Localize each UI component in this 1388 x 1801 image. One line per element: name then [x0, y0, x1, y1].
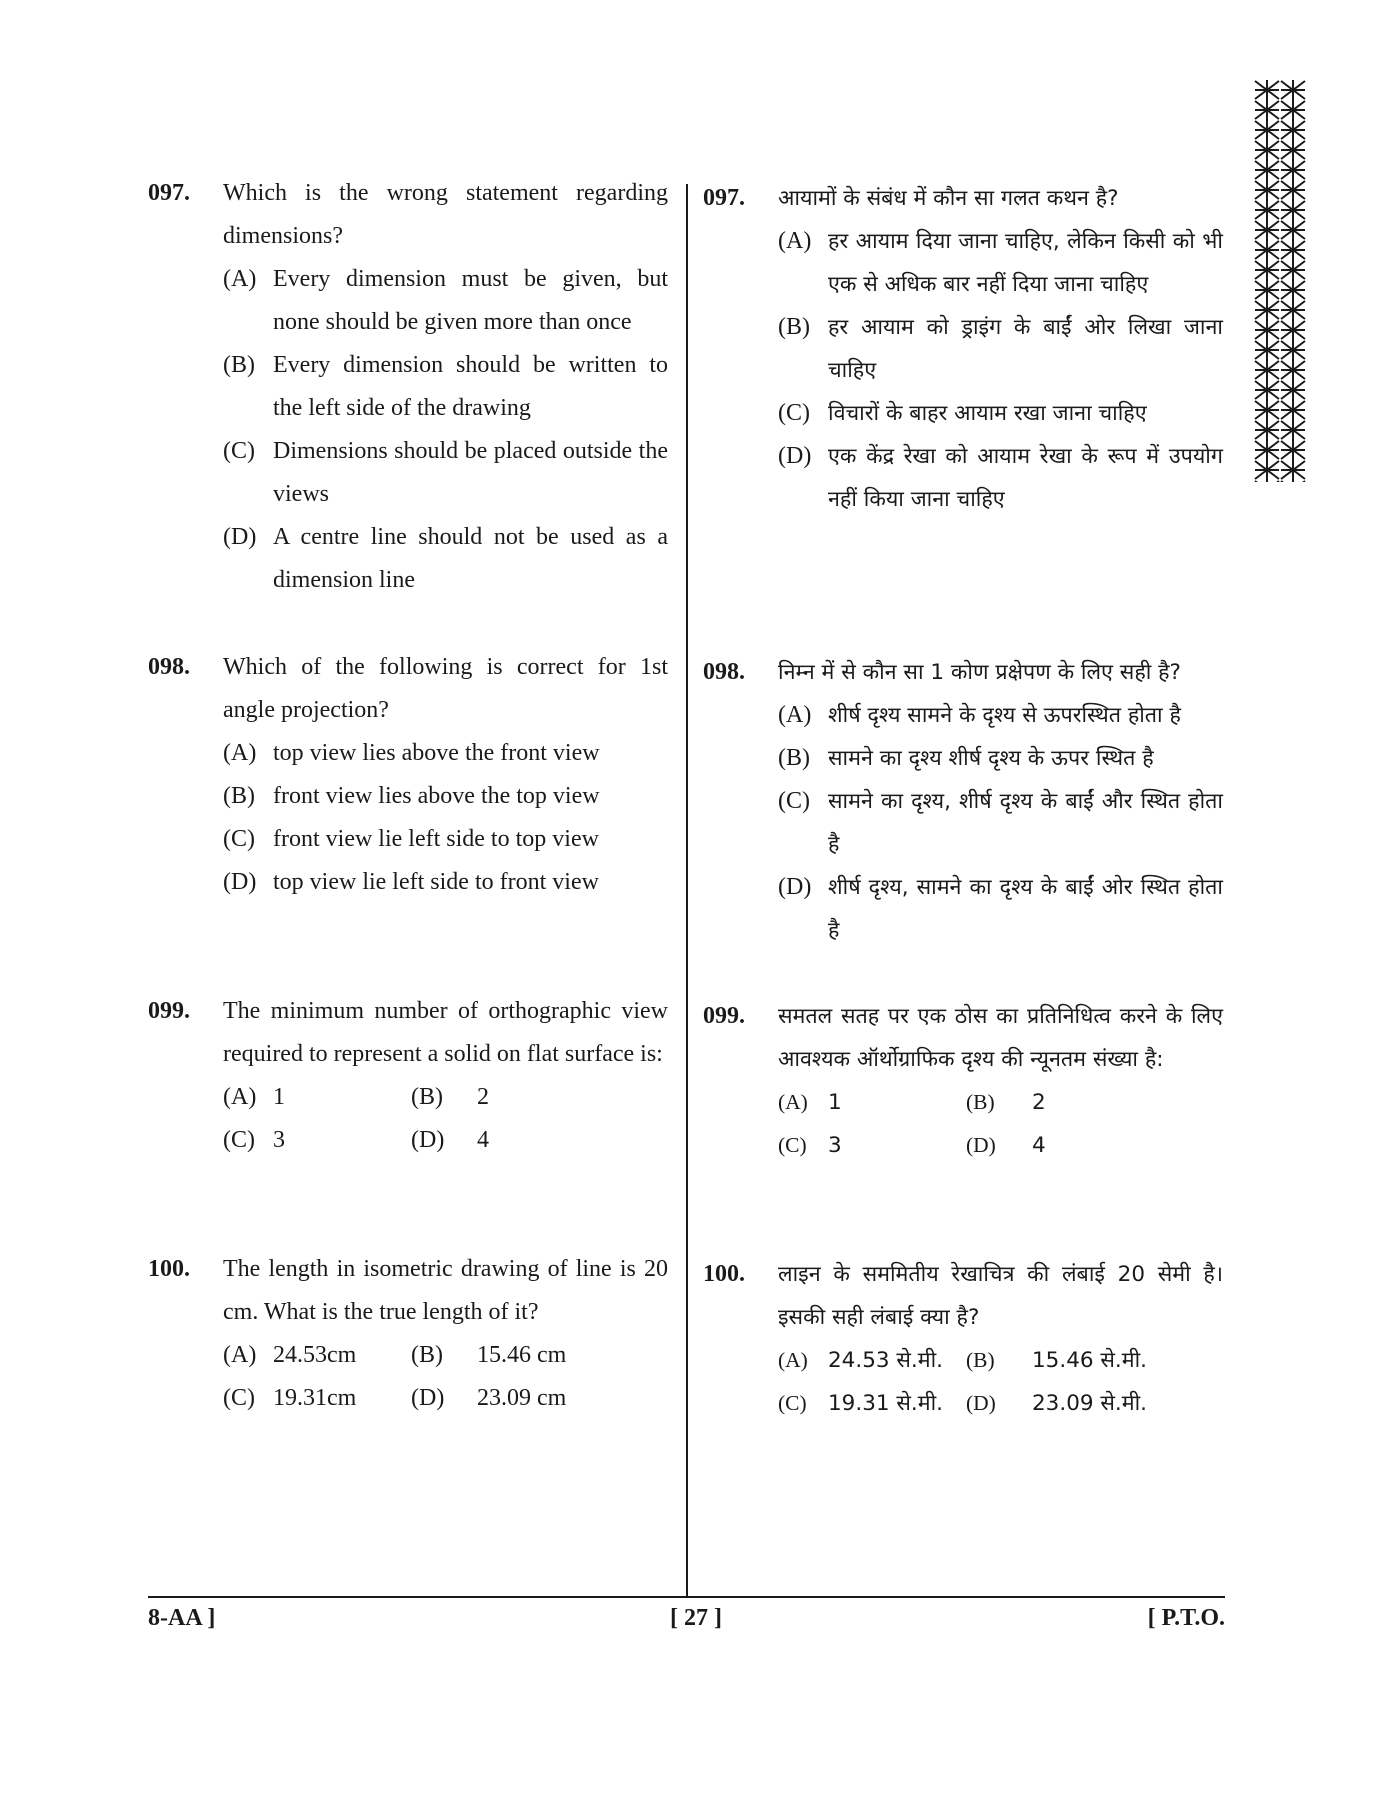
footer-pto: [ P.T.O. — [1147, 1605, 1225, 1631]
option-a — [778, 694, 1223, 737]
option-b — [778, 737, 1223, 780]
option-label: (A) — [778, 702, 812, 728]
option-a — [223, 732, 668, 775]
option-text: 1 — [828, 1090, 842, 1115]
question-098-en — [148, 646, 668, 904]
option-text: सामने का दृश्य शीर्ष दृश्य के ऊपर स्थित है — [828, 746, 1154, 771]
question-text: निम्न में से कौन सा 1 कोण प्रक्षेपण के लिए सही है? — [778, 660, 1181, 685]
option-label: (D) — [223, 524, 257, 550]
option-d — [223, 861, 668, 904]
option-text: एक केंद्र रेखा को आयाम रेखा के रूप में उपयोग नहीं किया जाना चाहिए — [828, 444, 1223, 512]
question-number: 097. — [703, 185, 745, 211]
option-label: (B) — [778, 745, 810, 771]
option-text: 2 — [477, 1084, 489, 1110]
option-text: शीर्ष दृश्य, सामने का दृश्य के बाईं ओर स्थित होता है — [828, 875, 1223, 943]
option-label: (A) — [223, 266, 257, 292]
option-text: विचारों के बाहर आयाम रखा जाना चाहिए — [828, 401, 1147, 426]
option-label: (B) — [223, 783, 255, 809]
question-text: Which of the following is correct for 1st angle projection? — [223, 654, 668, 723]
option-label: (C) — [778, 1133, 807, 1157]
option-text: 2 — [1032, 1090, 1046, 1115]
option-row — [223, 1377, 668, 1420]
option-a — [223, 258, 668, 344]
option-d — [223, 516, 668, 602]
option-text: 23.09 cm — [477, 1385, 567, 1411]
option-c — [778, 392, 1223, 435]
column-divider — [686, 184, 688, 1597]
question-number: 099. — [148, 998, 190, 1024]
option-b — [223, 344, 668, 430]
option-label: (C) — [223, 826, 255, 852]
option-text: 15.46 से.मी. — [1032, 1348, 1148, 1373]
option-label: (D) — [411, 1127, 445, 1153]
option-text: 15.46 cm — [477, 1342, 567, 1368]
option-d — [966, 1124, 1154, 1167]
option-label: (A) — [223, 740, 257, 766]
option-row — [223, 1119, 668, 1162]
option-label: (A) — [778, 1090, 808, 1114]
option-label: (B) — [966, 1348, 995, 1372]
question-number: 097. — [148, 180, 190, 206]
option-a — [778, 1081, 966, 1124]
option-label: (D) — [778, 874, 812, 900]
option-label: (D) — [778, 443, 812, 469]
option-text: top view lies above the front view — [273, 740, 600, 766]
question-097-hi — [703, 177, 1223, 521]
option-text: सामने का दृश्य, शीर्ष दृश्य के बाईं और स्थित होता है — [828, 789, 1223, 857]
option-c — [223, 1119, 411, 1162]
option-row — [223, 1076, 668, 1119]
option-text: Dimensions should be placed outside the views — [273, 438, 668, 507]
option-a — [223, 1334, 411, 1377]
option-text: 4 — [477, 1127, 489, 1153]
question-098-hi — [703, 651, 1223, 952]
option-label: (A) — [223, 1084, 257, 1110]
option-b — [778, 306, 1223, 392]
option-b — [411, 1334, 599, 1377]
option-text: हर आयाम दिया जाना चाहिए, लेकिन किसी को भी एक से अधिक बार नहीं दिया जाना चाहिए — [828, 229, 1223, 297]
option-label: (B) — [966, 1090, 995, 1114]
footer-booklet-code: 8-AA ] — [148, 1605, 216, 1631]
option-label: (B) — [223, 352, 255, 378]
question-099-en — [148, 990, 668, 1162]
option-row — [778, 1081, 1223, 1124]
option-text: 24.53 से.मी. — [828, 1348, 944, 1373]
question-text: लाइन के सममितीय रेखाचित्र की लंबाई 20 सेमी है। इसकी सही लंबाई क्या है? — [778, 1262, 1223, 1330]
option-d — [778, 435, 1223, 521]
option-b — [223, 775, 668, 818]
option-c — [223, 1377, 411, 1420]
option-row — [778, 1124, 1223, 1167]
option-text: A centre line should not be used as a dimension line — [273, 524, 668, 593]
footer-page-number: [ 27 ] — [670, 1605, 722, 1631]
option-label: (B) — [778, 314, 810, 340]
decorative-pattern-icon — [1254, 80, 1306, 482]
option-c — [223, 818, 668, 861]
option-c — [778, 1124, 966, 1167]
option-text: 24.53cm — [273, 1342, 357, 1368]
option-d — [966, 1382, 1154, 1425]
option-c — [778, 1382, 966, 1425]
question-number: 098. — [148, 654, 190, 680]
option-row — [778, 1382, 1223, 1425]
option-a — [778, 1339, 966, 1382]
option-b — [966, 1081, 1154, 1124]
option-label: (D) — [411, 1385, 445, 1411]
option-text: Every dimension should be written to the left side of the drawing — [273, 352, 668, 421]
option-label: (D) — [966, 1391, 996, 1415]
option-label: (C) — [778, 1391, 807, 1415]
option-text: शीर्ष दृश्य सामने के दृश्य से ऊपरस्थित होता है — [828, 703, 1181, 728]
option-b — [411, 1076, 599, 1119]
question-number: 098. — [703, 659, 745, 685]
option-a — [223, 1076, 411, 1119]
option-text: 19.31 से.मी. — [828, 1391, 944, 1416]
option-d — [778, 866, 1223, 952]
option-d — [411, 1119, 599, 1162]
option-text: 4 — [1032, 1133, 1046, 1158]
question-text: The minimum number of orthographic view required to represent a solid on flat surface is: — [223, 998, 668, 1067]
question-text: The length in isometric drawing of line is 20 cm. What is the true length of it? — [223, 1256, 668, 1325]
option-text: 3 — [828, 1133, 842, 1158]
question-097-en — [148, 172, 668, 602]
option-text: 23.09 से.मी. — [1032, 1391, 1148, 1416]
question-100-en — [148, 1248, 668, 1420]
question-text: Which is the wrong statement regarding dimensions? — [223, 180, 668, 249]
option-label: (A) — [778, 228, 812, 254]
option-d — [411, 1377, 599, 1420]
option-a — [778, 220, 1223, 306]
question-text: समतल सतह पर एक ठोस का प्रतिनिधित्व करने के लिए आवश्यक ऑर्थोग्राफिक दृश्य की न्यूनतम संख्या है: — [778, 1004, 1223, 1072]
option-text: 1 — [273, 1084, 285, 1110]
option-row — [778, 1339, 1223, 1382]
option-label: (C) — [223, 1127, 255, 1153]
question-number: 100. — [148, 1256, 190, 1282]
option-label: (D) — [966, 1133, 996, 1157]
option-b — [966, 1339, 1154, 1382]
question-text: आयामों के संबंध में कौन सा गलत कथन है? — [778, 186, 1119, 211]
option-label: (B) — [411, 1084, 443, 1110]
option-label: (C) — [223, 1385, 255, 1411]
option-text: front view lie left side to top view — [273, 826, 599, 852]
option-row — [223, 1334, 668, 1377]
option-text: 19.31cm — [273, 1385, 357, 1411]
question-100-hi — [703, 1253, 1223, 1425]
option-label: (C) — [778, 400, 810, 426]
question-number: 100. — [703, 1261, 745, 1287]
option-label: (D) — [223, 869, 257, 895]
option-text: Every dimension must be given, but none should be given more than once — [273, 266, 668, 335]
question-number: 099. — [703, 1003, 745, 1029]
option-c — [778, 780, 1223, 866]
option-label: (B) — [411, 1342, 443, 1368]
option-label: (C) — [223, 438, 255, 464]
option-text: front view lies above the top view — [273, 783, 600, 809]
question-099-hi — [703, 995, 1223, 1167]
option-text: 3 — [273, 1127, 285, 1153]
option-c — [223, 430, 668, 516]
option-label: (A) — [223, 1342, 257, 1368]
option-text: हर आयाम को ड्राइंग के बाईं ओर लिखा जाना चाहिए — [828, 315, 1223, 383]
option-label: (C) — [778, 788, 810, 814]
option-label: (A) — [778, 1348, 808, 1372]
option-text: top view lie left side to front view — [273, 869, 599, 895]
